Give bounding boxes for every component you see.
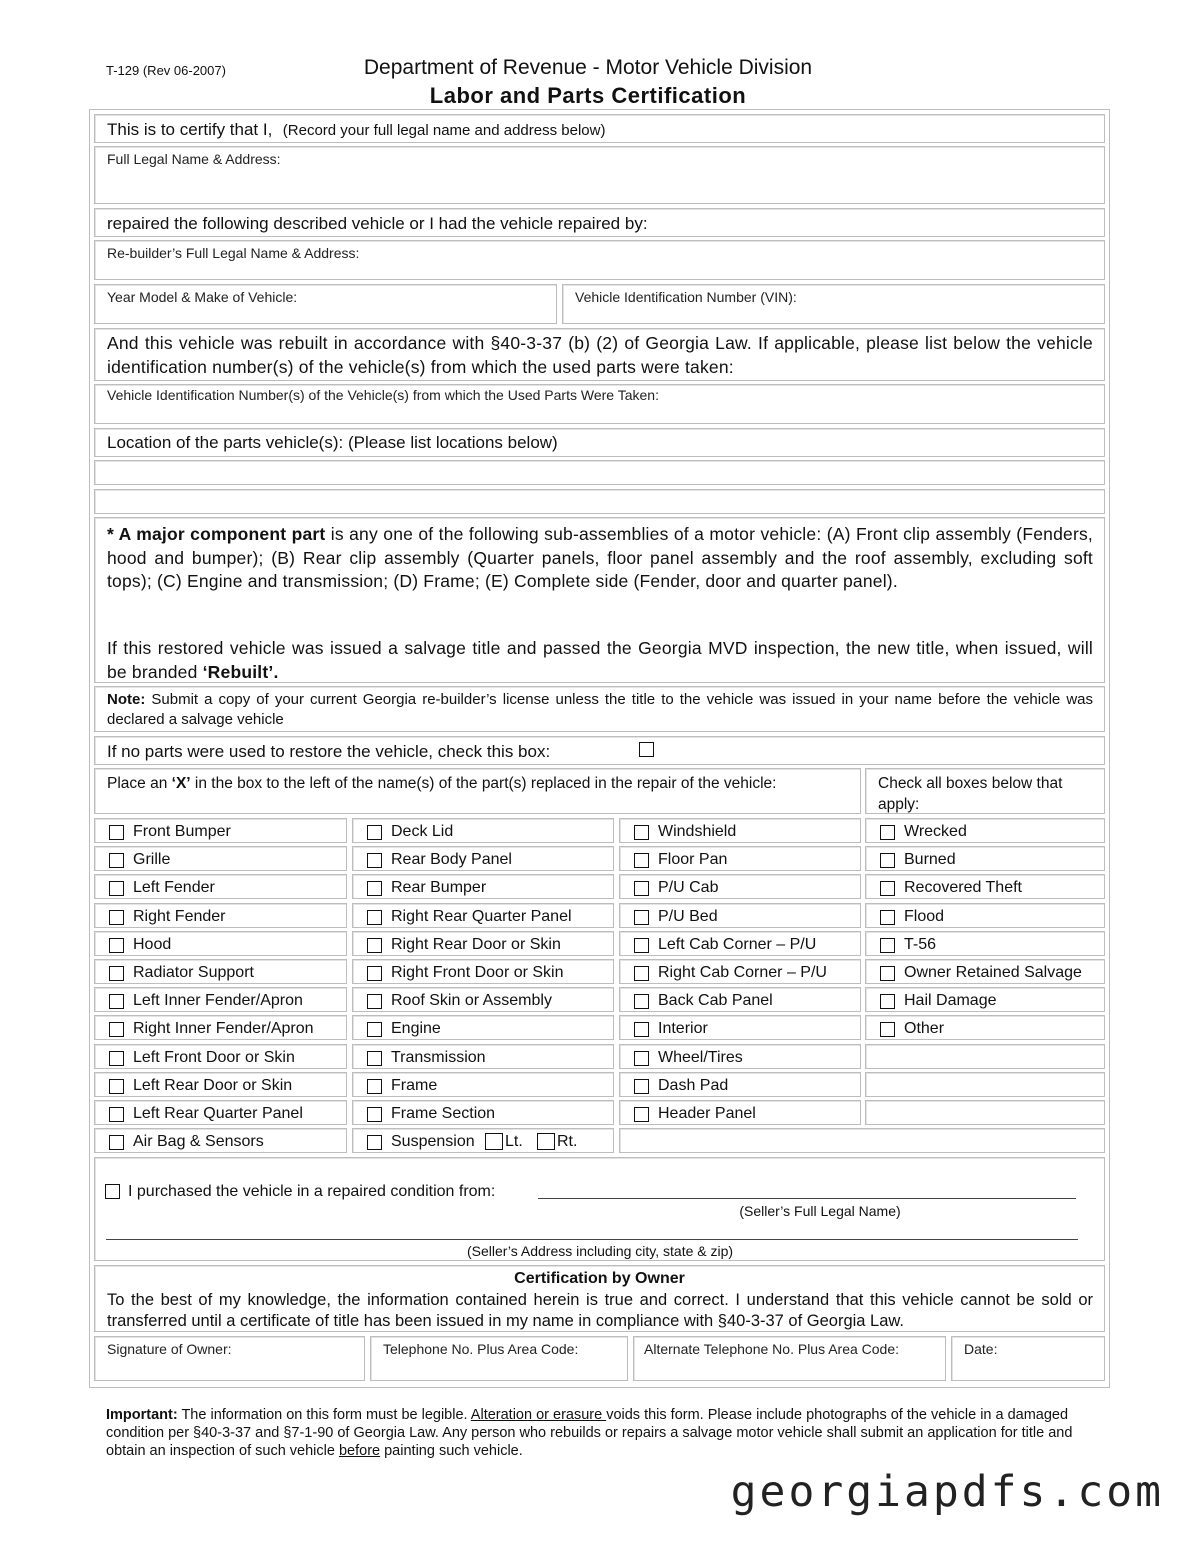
date-field[interactable] (951, 1336, 1105, 1381)
note-body: Submit a copy of your current Georgia re-builder’s license unless the title to the vehicle was issued in your name before the vehicle was declared a salvage vehicle (107, 691, 1093, 728)
year-model-make-field[interactable] (94, 284, 557, 324)
part-label: Owner Retained Salvage (904, 964, 1082, 981)
part-label: Floor Pan (658, 851, 728, 868)
part-label: Dash Pad (658, 1077, 729, 1094)
important-note (106, 1406, 1090, 1460)
part-label: Left Fender (133, 879, 215, 896)
suspension-left-checkbox[interactable] (485, 1133, 503, 1150)
definition-text (107, 523, 1093, 594)
no-parts-label: If no parts were used to restore the vehicle, check this box: (107, 742, 551, 761)
certify-lead: This is to certify that I, (107, 120, 273, 139)
part-checkbox[interactable] (367, 994, 382, 1009)
parts-instruction-post: in the box to the left of the name(s) of the part(s) replaced in the repair of the vehicle: (190, 775, 777, 792)
empty-cell (865, 1100, 1105, 1125)
parts-instruction-pre: Place an (107, 775, 172, 792)
empty-cell (619, 1128, 1105, 1153)
part-label: Front Bumper (133, 823, 231, 840)
part-checkbox[interactable] (367, 1107, 382, 1122)
rebuilt-statement-box (94, 328, 1105, 381)
empty-cell (865, 1072, 1105, 1097)
certify-row (94, 114, 1105, 143)
part-cell (352, 1100, 614, 1125)
part-checkbox[interactable] (109, 994, 124, 1009)
part-checkbox[interactable] (109, 825, 124, 840)
part-label: Radiator Support (133, 964, 254, 981)
part-checkbox[interactable] (880, 966, 895, 981)
check-apply-box (865, 768, 1105, 814)
used-parts-vin-field[interactable] (94, 384, 1105, 424)
alt-telephone-field[interactable] (633, 1336, 946, 1381)
rebuilt-brand: ‘Rebuilt’. (202, 661, 279, 682)
part-label: Frame Section (391, 1105, 496, 1122)
part-checkbox[interactable] (109, 1079, 124, 1094)
part-checkbox[interactable] (880, 825, 895, 840)
watermark: georgiapdfs.com (730, 1467, 1164, 1517)
part-cell (619, 1044, 861, 1069)
important-text-3: painting such vehicle. (380, 1443, 523, 1459)
part-label: Transmission (391, 1049, 486, 1066)
part-label: Wrecked (904, 823, 967, 840)
rebuilder-name-field[interactable] (94, 240, 1105, 280)
part-label: Rear Bumper (391, 879, 487, 896)
part-cell (94, 818, 347, 843)
part-cell (865, 1015, 1105, 1040)
seller-name-line[interactable] (538, 1198, 1076, 1199)
part-cell (352, 987, 614, 1012)
part-label: Back Cab Panel (658, 992, 773, 1009)
part-cell (352, 931, 614, 956)
part-cell (352, 959, 614, 984)
rebuilder-name-label: Re-builder’s Full Legal Name & Address: (107, 245, 360, 261)
part-checkbox[interactable] (367, 853, 382, 868)
part-cell (619, 818, 861, 843)
repaired-statement: repaired the following described vehicle or I had the vehicle repaired by: (107, 214, 648, 233)
note-label: Note: (107, 691, 146, 708)
part-label: Left Front Door or Skin (133, 1049, 295, 1066)
telephone-label: Telephone No. Plus Area Code: (383, 1341, 579, 1357)
part-checkbox[interactable] (109, 1107, 124, 1122)
check-apply-label: Check all boxes below that apply: (878, 775, 1063, 813)
purchased-label: I purchased the vehicle in a repaired condition from: (128, 1183, 496, 1200)
vin-label: Vehicle Identification Number (VIN): (575, 289, 797, 305)
part-cell (352, 1044, 614, 1069)
part-cell (352, 846, 614, 871)
part-checkbox[interactable] (109, 910, 124, 925)
part-label: Interior (658, 1020, 708, 1037)
part-label: Right Cab Corner – P/U (658, 964, 827, 981)
alt-telephone-label: Alternate Telephone No. Plus Area Code: (644, 1341, 900, 1357)
part-checkbox[interactable] (367, 1022, 382, 1037)
part-cell (94, 931, 347, 956)
part-label: Engine (391, 1020, 441, 1037)
part-checkbox[interactable] (880, 994, 895, 1009)
part-checkbox[interactable] (880, 1022, 895, 1037)
part-cell (619, 987, 861, 1012)
note-box (94, 686, 1105, 732)
part-label: P/U Bed (658, 908, 718, 925)
part-checkbox[interactable] (634, 910, 649, 925)
part-checkbox[interactable] (880, 938, 895, 953)
part-cell (619, 931, 861, 956)
parts-instruction-x: ‘X’ (171, 775, 191, 792)
part-label: Left Rear Door or Skin (133, 1077, 293, 1094)
part-checkbox[interactable] (634, 1079, 649, 1094)
part-label: Hood (133, 936, 172, 953)
definition-box (94, 517, 1105, 683)
purchased-box (94, 1157, 1105, 1261)
part-cell (94, 1072, 347, 1097)
part-cell (352, 1128, 614, 1153)
suspension-left-label: Lt. (505, 1133, 523, 1150)
part-checkbox[interactable] (634, 853, 649, 868)
part-cell (865, 874, 1105, 899)
part-cell (352, 818, 614, 843)
certification-title: Certification by Owner (514, 1270, 685, 1287)
owner-signature-label: Signature of Owner: (107, 1341, 232, 1357)
part-label: Right Rear Door or Skin (391, 936, 561, 953)
seller-address-caption: (Seller’s Address including city, state & zip) (466, 1243, 734, 1259)
full-legal-name-label: Full Legal Name & Address: (107, 151, 281, 167)
part-cell (94, 1128, 347, 1153)
seller-name-caption: (Seller’s Full Legal Name) (739, 1203, 901, 1219)
part-label: Right Fender (133, 908, 226, 925)
important-before: before (338, 1443, 381, 1459)
part-cell (352, 874, 614, 899)
part-label: Grille (133, 851, 171, 868)
part-label: Left Rear Quarter Panel (133, 1105, 303, 1122)
part-cell (619, 1100, 861, 1125)
certification-box (94, 1265, 1105, 1332)
important-label: Important: (106, 1407, 178, 1423)
part-checkbox[interactable] (109, 1051, 124, 1066)
important-text-1: The information on this form must be legible. (177, 1407, 471, 1423)
rebuilt-statement: And this vehicle was rebuilt in accordance with §40-3-37 (b) (2) of Georgia Law. If applicable, please list below the vehicle identification number(s) of the vehicle(s) from which the used parts were taken: (107, 333, 1093, 377)
part-label: Burned (904, 851, 956, 868)
important-text-2: voids this form. Please include photographs of the vehicle in a damaged condition per §40-3-37 and §7-1-90 of Georgia Law. Any person who rebuilds or repairs a salvage motor vehicle shall submit an application for title and obtain an inspection of such vehicle (106, 1407, 1073, 1459)
used-parts-vin-label: Vehicle Identification Number(s) of the Vehicle(s) from which the Used Parts Were Taken: (107, 387, 659, 403)
part-cell (865, 959, 1105, 984)
part-cell (94, 846, 347, 871)
salvage-body: If this restored vehicle was issued a salvage title and passed the Georgia MVD inspection, the new title, when issued, will be branded (107, 638, 1093, 682)
part-label: T-56 (904, 936, 937, 953)
part-cell (94, 987, 347, 1012)
part-checkbox[interactable] (367, 966, 382, 981)
part-cell (352, 1015, 614, 1040)
part-cell (352, 1072, 614, 1097)
part-cell (619, 1072, 861, 1097)
part-checkbox[interactable] (367, 1051, 382, 1066)
part-checkbox[interactable] (109, 1022, 124, 1037)
part-checkbox[interactable] (634, 994, 649, 1009)
part-cell (94, 1044, 347, 1069)
part-label: Left Inner Fender/Apron (133, 992, 303, 1009)
part-checkbox[interactable] (880, 881, 895, 896)
location-field-1[interactable] (94, 460, 1105, 485)
important-alteration: Alteration or erasure (470, 1407, 607, 1423)
part-checkbox[interactable] (109, 938, 124, 953)
salvage-text (107, 637, 1093, 684)
part-cell (865, 818, 1105, 843)
no-parts-row (94, 736, 1105, 765)
part-checkbox[interactable] (634, 1022, 649, 1037)
no-parts-checkbox[interactable] (639, 742, 654, 757)
suspension-right-checkbox[interactable] (537, 1133, 555, 1150)
part-label: Header Panel (658, 1105, 756, 1122)
part-label: Right Inner Fender/Apron (133, 1020, 314, 1037)
part-cell (865, 987, 1105, 1012)
part-label: Other (904, 1020, 945, 1037)
part-checkbox[interactable] (367, 881, 382, 896)
telephone-field[interactable] (370, 1336, 628, 1381)
seller-address-line[interactable] (106, 1239, 1078, 1240)
form-code: T-129 (Rev 06-2007) (106, 63, 226, 78)
part-cell (865, 846, 1105, 871)
part-label: Roof Skin or Assembly (391, 992, 552, 1009)
part-label: Flood (904, 908, 945, 925)
date-label: Date: (964, 1341, 998, 1357)
part-label: Hail Damage (904, 992, 997, 1009)
part-cell (94, 903, 347, 928)
part-checkbox[interactable] (367, 1079, 382, 1094)
part-label: Air Bag & Sensors (133, 1133, 264, 1150)
part-label: Recovered Theft (904, 879, 1022, 896)
part-checkbox[interactable] (634, 966, 649, 981)
part-checkbox[interactable] (109, 853, 124, 868)
part-label: Right Rear Quarter Panel (391, 908, 572, 925)
location-row (94, 428, 1105, 457)
part-label: Rear Body Panel (391, 851, 512, 868)
part-cell (619, 903, 861, 928)
full-legal-name-field[interactable] (94, 146, 1105, 204)
part-label: Right Front Door or Skin (391, 964, 564, 981)
part-checkbox[interactable] (634, 1107, 649, 1122)
part-checkbox[interactable] (367, 825, 382, 840)
part-checkbox[interactable] (634, 881, 649, 896)
note-text (107, 690, 1093, 730)
part-label: Wheel/Tires (658, 1049, 743, 1066)
part-cell (619, 874, 861, 899)
part-label: Suspension (391, 1133, 475, 1150)
part-checkbox[interactable] (109, 1135, 124, 1150)
part-cell (619, 846, 861, 871)
parts-instruction (107, 773, 847, 794)
purchased-checkbox[interactable] (105, 1184, 120, 1199)
location-label: Location of the parts vehicle(s): (Please list locations below) (107, 433, 558, 452)
part-label: Windshield (658, 823, 737, 840)
part-checkbox[interactable] (367, 938, 382, 953)
part-cell (619, 959, 861, 984)
part-checkbox[interactable] (109, 966, 124, 981)
definition-body: is any one of the following sub-assemblies of a motor vehicle: (A) Front clip assembly (Fenders, hood and bumper); (B) Rear clip assembly (Quarter panels, floor panel assembly and the roof assembly, excluding soft tops); (C) Engine and transmission; (D) Frame; (E) Complete side (Fender, door and quarter panel). (107, 524, 1093, 591)
part-cell (94, 874, 347, 899)
part-cell (619, 1015, 861, 1040)
part-label: Left Cab Corner – P/U (658, 936, 817, 953)
part-cell (352, 903, 614, 928)
certify-instruction: (Record your full legal name and address below) (282, 122, 606, 139)
part-cell (94, 959, 347, 984)
part-checkbox[interactable] (634, 825, 649, 840)
part-cell (865, 903, 1105, 928)
part-checkbox[interactable] (880, 853, 895, 868)
definition-term: major component part (136, 524, 326, 544)
empty-cell (865, 1044, 1105, 1069)
part-checkbox[interactable] (367, 1135, 382, 1150)
repaired-row (94, 208, 1105, 237)
part-label: Deck Lid (391, 823, 454, 840)
part-checkbox[interactable] (367, 910, 382, 925)
part-cell (94, 1015, 347, 1040)
suspension-right-label: Rt. (557, 1133, 578, 1150)
part-label: P/U Cab (658, 879, 719, 896)
part-label: Frame (391, 1077, 438, 1094)
part-cell (865, 931, 1105, 956)
part-checkbox[interactable] (634, 938, 649, 953)
owner-signature-field[interactable] (94, 1336, 365, 1381)
location-field-2[interactable] (94, 489, 1105, 514)
department-heading: Department of Revenue - Motor Vehicle Division (363, 56, 813, 79)
parts-instruction-box (94, 768, 861, 814)
certification-text: To the best of my knowledge, the information contained herein is true and correct. I understand that this vehicle cannot be sold or transferred until a certificate of title has been issued in my name in compliance with §40-3-37 of Georgia Law. (107, 1291, 1093, 1330)
part-cell (94, 1100, 347, 1125)
part-checkbox[interactable] (634, 1051, 649, 1066)
part-checkbox[interactable] (109, 881, 124, 896)
year-model-make-label: Year Model & Make of Vehicle: (107, 289, 298, 305)
definition-star: * A (107, 524, 137, 544)
vin-field[interactable] (562, 284, 1105, 324)
form-title: Labor and Parts Certification (429, 83, 747, 108)
part-checkbox[interactable] (880, 910, 895, 925)
